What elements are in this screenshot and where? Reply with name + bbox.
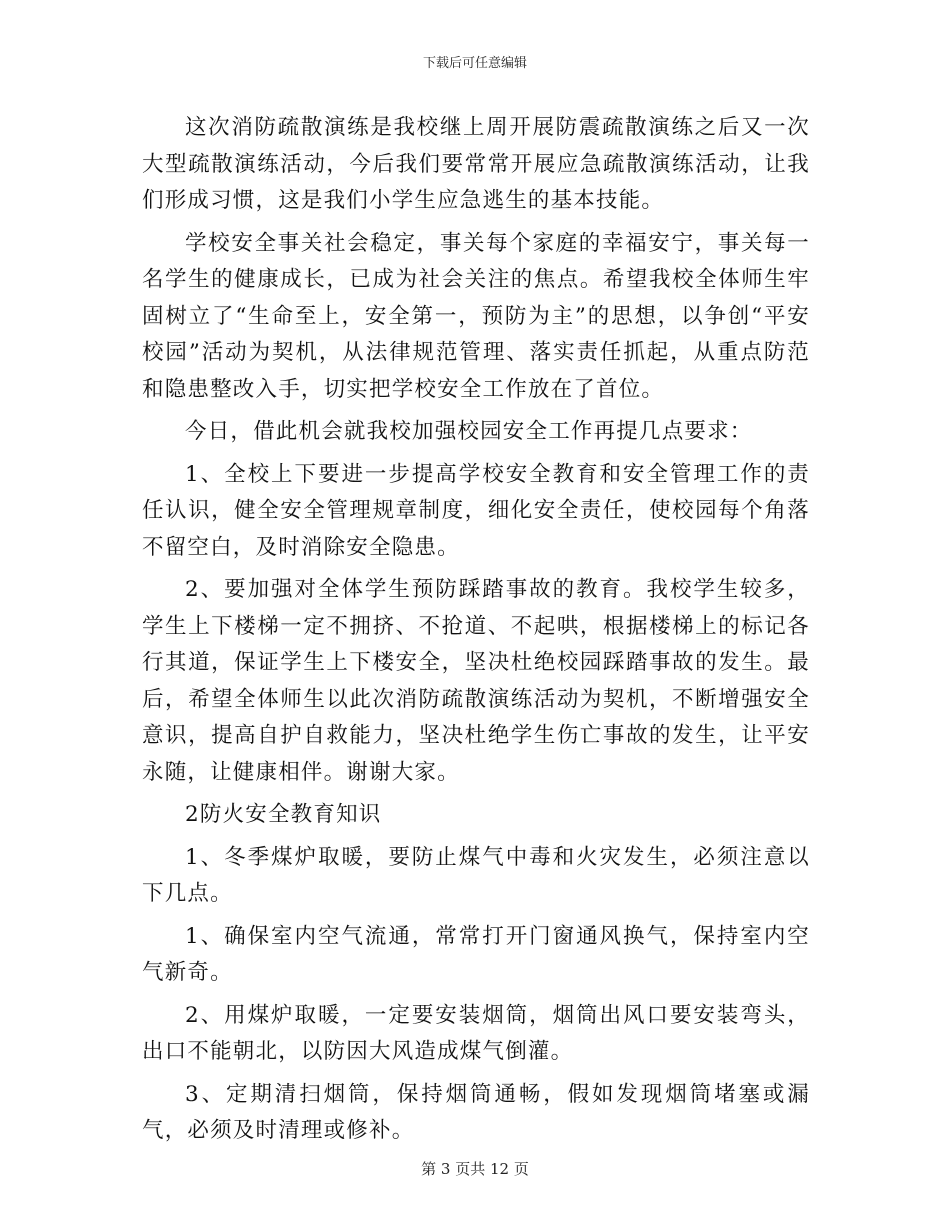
page-footer: 第 3 页共 12 页 — [421, 1160, 529, 1178]
paragraph: 学校安全事关社会稳定，事关每个家庭的幸福安宁，事关每一名学生的健康成长，已成为社会关注的焦点。希望我校全体师生牢固树立了“生命至上，安全第一，预防为主”的思想，以争创“平安校园”活动为契机，从法律规范管理、落实责任抓起，从重点防范和隐患整改入手，切实把学校安全工作放在了首位。 — [142, 230, 810, 402]
paragraph: 今日，借此机会就我校加强校园安全工作再提几点要求： — [185, 419, 753, 444]
paragraph: 2、用煤炉取暖，一定要安装烟筒，烟筒出风口要安装弯头，出口不能朝北，以防因大风造成煤气倒灌。 — [142, 1002, 810, 1064]
paragraph: 1、全校上下要进一步提高学校安全教育和安全管理工作的责任认识，健全安全管理规章制度，细化安全责任，使校园每个角落不留空白，及时消除安全隐患。 — [142, 461, 810, 560]
section-heading: 2防火安全教育知识 — [185, 802, 382, 827]
paragraph: 3、定期清扫烟筒，保持烟筒通畅，假如发现烟筒堵塞或漏气，必须及时清理或修补。 — [142, 1081, 810, 1143]
page-header: 下载后可任意编辑 — [422, 56, 527, 71]
paragraph: 这次消防疏散演练是我校继上周开展防震疏散演练之后又一次大型疏散演练活动，今后我们要常常开展应急疏散演练活动，让我们形成习惯，这是我们小学生应急逃生的基本技能。 — [142, 115, 810, 213]
document-body — [142, 110, 810, 1150]
paragraph: 1、确保室内空气流通，常常打开门窗通风换气，保持室内空气新奇。 — [142, 923, 810, 985]
paragraph: 1、冬季煤炉取暖，要防止煤气中毒和火灾发生，必须注意以下几点。 — [142, 844, 810, 906]
paragraph: 2、要加强对全体学生预防踩踏事故的教育。我校学生较多，学生上下楼梯一定不拥挤、不抢道、不起哄，根据楼梯上的标记各行其道，保证学生上下楼安全，坚决杜绝校园踩踏事故的发生。最后，希望全体师生以此次消防疏散演练活动为契机，不断增强安全意识，提高自护自救能力，坚决杜绝学生伤亡事故的发生，让平安永随，让健康相伴。谢谢大家。 — [142, 577, 810, 785]
